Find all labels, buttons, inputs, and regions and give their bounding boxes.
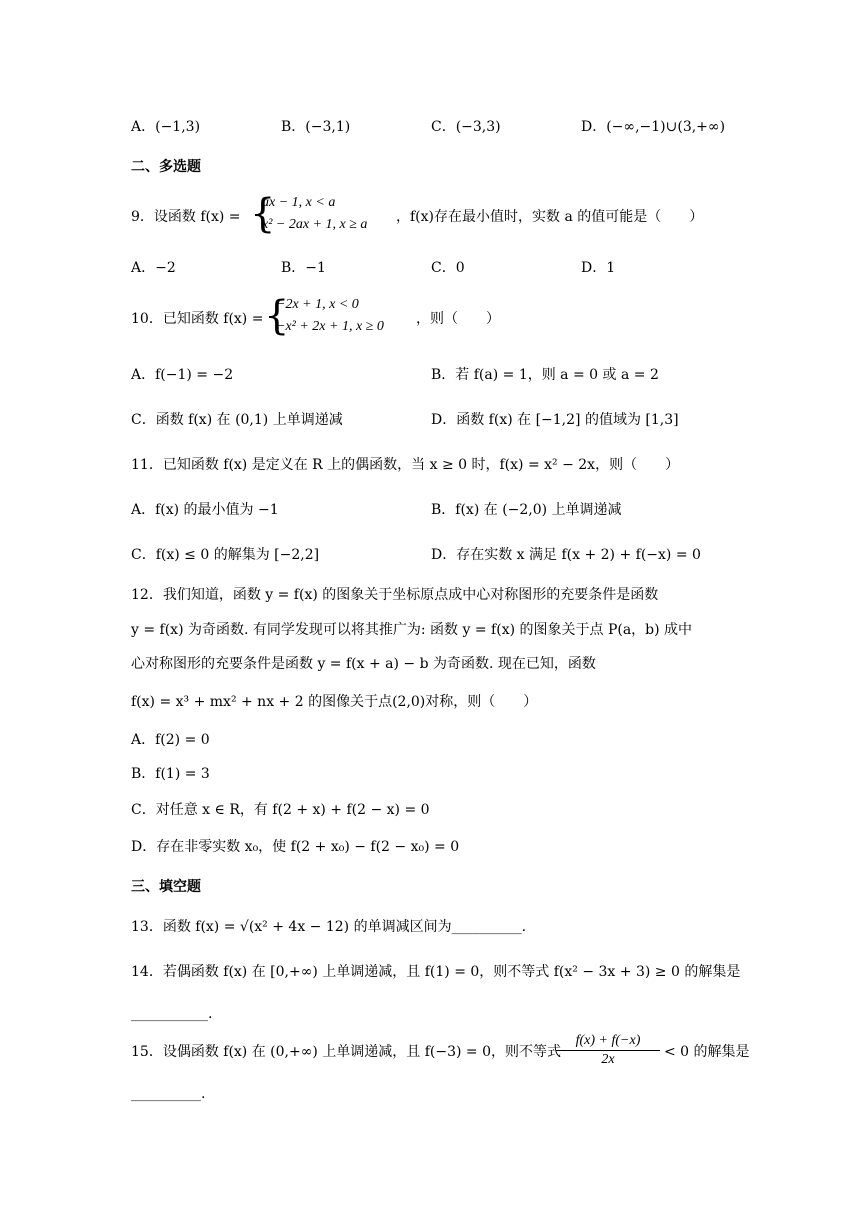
q12-line-3: 心对称图形的充要条件是函数 y = f(x + a) − b 为奇函数. 现在已知，函数 [131, 656, 596, 672]
q12-option-d[interactable]: D．存在非零实数 x₀，使 f(2 + x₀) − f(2 − x₀) = 0 [131, 839, 460, 855]
q8-option-d[interactable]: D．(−∞,−1)∪(3,+∞) [581, 119, 726, 135]
q12-option-c[interactable]: C．对任意 x ∈ R，有 f(2 + x) + f(2 − x) = 0 [131, 802, 430, 818]
q12-option-a[interactable]: A．f(2) = 0 [131, 732, 210, 748]
q9-option-c[interactable]: C．0 [431, 260, 465, 276]
q10-piece-1: −2x + 1, x < 0 [276, 297, 359, 312]
q15-answer-blank[interactable]: __________. [131, 1086, 206, 1102]
q12-option-b[interactable]: B．f(1) = 3 [131, 766, 210, 782]
q11-option-d[interactable]: D．存在实数 x 满足 f(x + 2) + f(−x) = 0 [431, 547, 701, 563]
q11-option-a[interactable]: A．f(x) 的最小值为 −1 [131, 502, 279, 518]
q10-brace-icon: { [264, 293, 290, 339]
q9-prefix: 9．设函数 f(x) = [131, 209, 241, 225]
q15-suffix: < 0 的解集是 [664, 1044, 750, 1060]
section-title-multiple-choice: 二、多选题 [131, 159, 201, 175]
q10-option-a[interactable]: A．f(−1) = −2 [131, 367, 234, 383]
q9-piece-1: ax − 1, x < a [262, 195, 336, 210]
q12-line-1: 12．我们知道，函数 y = f(x) 的图象关于坐标原点成中心对称图形的充要条件是函数 [131, 587, 659, 603]
q14-answer-blank[interactable]: ___________. [131, 1006, 213, 1022]
q10-option-c[interactable]: C．函数 f(x) 在 (0,1) 上单调递减 [131, 412, 343, 428]
q10-option-d[interactable]: D．函数 f(x) 在 [−1,2] 的值域为 [1,3] [431, 412, 679, 428]
q10-piece-2: −x² + 2x + 1, x ≥ 0 [276, 319, 384, 334]
q15-fraction [556, 1032, 660, 1069]
q9-option-d[interactable]: D．1 [581, 260, 616, 276]
q12-line-4: f(x) = x³ + mx² + nx + 2 的图像关于点(2,0)对称，则（ ） [131, 694, 538, 710]
q9-piece-2: x² − 2ax + 1, x ≥ a [262, 217, 368, 232]
q10-prefix: 10．已知函数 f(x) = [131, 311, 264, 327]
q9-suffix: ，f(x)存在最小值时，实数 a 的值可能是（ ） [396, 209, 704, 225]
q12-line-2: y = f(x) 为奇函数. 有同学发现可以将其推广为: 函数 y = f(x) 的图象关于点 P(a，b) 成中 [131, 622, 693, 638]
q8-option-b[interactable]: B．(−3,1) [281, 119, 351, 135]
q13-text: 13．函数 f(x) = √(x² + 4x − 12) 的单调减区间为__________. [131, 919, 527, 935]
q10-option-b[interactable]: B．若 f(a) = 1，则 a = 0 或 a = 2 [431, 367, 659, 383]
q15-numerator: f(x) + f(−x) [556, 1032, 660, 1051]
q14-line-1: 14．若偶函数 f(x) 在 [0,+∞) 上单调递减，且 f(1) = 0，则不等式 f(x² − 3x + 3) ≥ 0 的解集是 [131, 964, 741, 980]
q9-option-b[interactable]: B．−1 [281, 260, 326, 276]
q9-option-a[interactable]: A．−2 [131, 260, 176, 276]
q9-brace-icon: { [250, 191, 276, 237]
q11-option-c[interactable]: C．f(x) ≤ 0 的解集为 [−2,2] [131, 547, 320, 563]
q15-denominator: 2x [601, 1052, 615, 1067]
q15-prefix: 15．设偶函数 f(x) 在 (0,+∞) 上单调递减，且 f(−3) = 0，则不等式 [131, 1044, 562, 1060]
q8-option-a[interactable]: A．(−1,3) [131, 119, 201, 135]
section-title-fill-in: 三、填空题 [131, 879, 201, 895]
q8-option-c[interactable]: C．(−3,3) [431, 119, 501, 135]
q11-option-b[interactable]: B．f(x) 在 (−2,0) 上单调递减 [431, 502, 622, 518]
q10-suffix: ，则（ ） [416, 311, 500, 327]
q11-text: 11．已知函数 f(x) 是定义在 R 上的偶函数，当 x ≥ 0 时，f(x) = x² − 2x，则（ ） [131, 457, 680, 473]
